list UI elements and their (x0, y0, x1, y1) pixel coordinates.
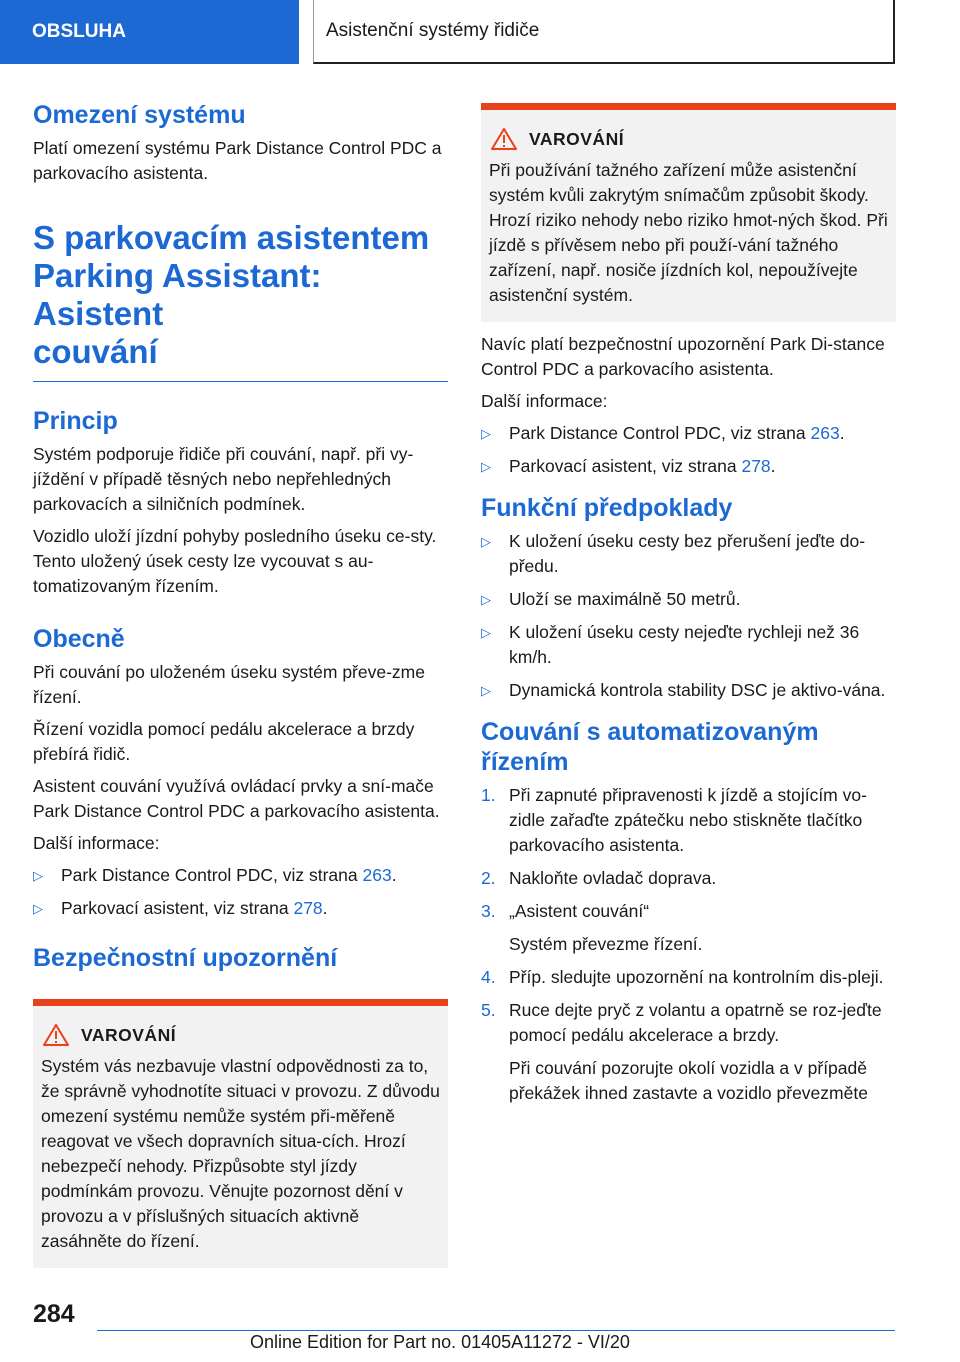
requirements-list (481, 529, 896, 703)
step-item (481, 866, 896, 891)
paragraph: Řízení vozidla pomocí pedálu akcelerace a brzdy přebírá řidič. (33, 719, 415, 764)
paragraph: Navíc platí bezpečnostní upozornění Park Di‐stance Control PDC a parkovacího asistenta. (481, 334, 885, 379)
triangle-right-icon: ▷ (481, 426, 491, 441)
warning-text: Při používání tažného zařízení může asistenční systém kvůli zakrytým snímačům způsobit škody. Hrozí riziko nehody nebo riziko hmot‐ných škod. Při jízdě s přívěsem nebo při použí‐vání tažného zařízení, např. nosiče jízdních kol, nepoužívejte asistenční systém. (489, 160, 888, 305)
warning-label: VAROVÁNÍ (529, 128, 625, 149)
list-item (33, 896, 448, 921)
page-link[interactable]: 278 (293, 898, 323, 918)
step-subtext: Systém převezme řízení. (509, 934, 703, 954)
list-item-text: Dynamická kontrola stability DSC je aktivo‐vána. (509, 680, 886, 700)
heading-obecne: Obecně (33, 625, 125, 653)
heading-predpoklady: Funkční předpoklady (481, 494, 733, 522)
heading-omezeni: Omezení systému (33, 101, 246, 129)
warning-text: Systém vás nezbavuje vlastní odpovědnosti za to, že správně vyhodnotíte situaci v provozu. Z důvodu omezení systému nemůže systém při‐měřeně reagovat ve všech dopravních situa‐cích. Hrozí nebezpečí nehody. Přizpůsobte styl jízdy podmínkám provozu. Věnujte pozornost dění v provozu a v příslušných situacích aktivně zasáhněte do řízení. (41, 1056, 440, 1251)
paragraph: Asistent couvání využívá ovládací prvky a sní‐mače Park Distance Control PDC a parkovacího asistenta. (33, 776, 440, 821)
triangle-right-icon: ▷ (481, 459, 491, 474)
list-item-text: Uloží se maximálně 50 metrů. (509, 589, 741, 609)
chapter-title: Asistenční systémy řidiče (313, 0, 895, 64)
step-item (481, 998, 896, 1106)
heading-princip: Princip (33, 407, 118, 435)
section-tab: OBSLUHA (0, 0, 299, 64)
warning-box (481, 103, 896, 322)
step-text: Příp. sledujte upozornění na kontrolním dis‐pleji. (509, 967, 884, 987)
main-title-line: S parkovacím asistentem (33, 219, 430, 256)
warning-triangle-icon (491, 128, 517, 150)
paragraph: Systém podporuje řidiče při couvání, např. při vy‐jíždění v případě těsných nebo nepřehledných parkovacích a silničních podmínek. (33, 444, 414, 514)
paragraph: Další informace: (33, 833, 160, 853)
page-link[interactable]: 263 (810, 423, 840, 443)
triangle-right-icon: ▷ (481, 534, 491, 549)
page-link[interactable]: 263 (362, 865, 392, 885)
step-subtext: Při couvání pozorujte okolí vozidla a v případě překážek ihned zastavte a vozidlo převezměte (509, 1058, 868, 1103)
punctuation: . (322, 898, 328, 918)
triangle-right-icon: ▷ (481, 592, 491, 607)
paragraph: Platí omezení systému Park Distance Control PDC a parkovacího asistenta. (33, 138, 442, 183)
step-text: „Asistent couvání“ (509, 901, 650, 921)
list-item (481, 529, 896, 579)
warning-header (41, 1024, 440, 1046)
warning-box (33, 999, 448, 1268)
list-item (481, 587, 896, 612)
list-item (481, 421, 896, 446)
list-item (33, 863, 448, 888)
list-item-text: Parkovací asistent, viz strana (61, 898, 294, 918)
page-number: 284 (33, 1300, 75, 1328)
triangle-right-icon: ▷ (33, 868, 43, 883)
step-text: Při zapnuté připravenosti k jízdě a stojícím vo‐zidle zařaďte zpátečku nebo stiskněte tlačítko parkovacího asistenta. (509, 785, 867, 855)
edition-note: Online Edition for Part no. 01405A11272 - VI/20 (250, 1332, 630, 1352)
list-item-text: K uložení úseku cesty bez přerušení jeďte do‐předu. (509, 531, 866, 576)
main-title-line: Parking Assistant: Asistent (33, 257, 322, 332)
list-item (481, 454, 896, 479)
triangle-right-icon: ▷ (481, 625, 491, 640)
list-item-text: K uložení úseku cesty nejeďte rychleji než 36 km/h. (509, 622, 860, 667)
reference-list (481, 421, 896, 479)
punctuation: . (839, 423, 845, 443)
step-item (481, 783, 896, 858)
heading-line: Couvání s automatizovaným (481, 718, 819, 746)
step-item (481, 899, 896, 957)
punctuation: . (770, 456, 776, 476)
list-item (481, 678, 896, 703)
reference-list (33, 863, 448, 921)
heading-line: řízením (481, 748, 569, 776)
heading-couvani (481, 717, 896, 777)
page-link[interactable]: 278 (741, 456, 771, 476)
step-number: 2. (481, 868, 496, 888)
steps-list (481, 783, 896, 1106)
warning-header (489, 128, 888, 150)
list-item-text: Park Distance Control PDC, viz strana (509, 423, 811, 443)
step-item (481, 965, 896, 990)
list-item-text: Park Distance Control PDC, viz strana (61, 865, 363, 885)
step-text: Ruce dejte pryč z volantu a opatrně se roz‐jeďte pomocí pedálu akcelerace a brzdy. (509, 1000, 882, 1045)
main-title-line: couvání (33, 333, 158, 370)
left-column (33, 100, 448, 1268)
step-number: 3. (481, 901, 496, 921)
right-column (481, 103, 896, 1114)
triangle-right-icon: ▷ (33, 901, 43, 916)
paragraph: Při couvání po uloženém úseku systém převe‐zme řízení. (33, 662, 425, 707)
punctuation: . (391, 865, 397, 885)
list-item (481, 620, 896, 670)
heading-bezpecnost: Bezpečnostní upozornění (33, 944, 338, 972)
step-number: 4. (481, 967, 496, 987)
footer-rule (97, 1330, 895, 1331)
paragraph: Vozidlo uloží jízdní pohyby posledního úseku ce‐sty. Tento uložený úsek cesty lze vycouvat s au‐tomatizovaným řízením. (33, 526, 437, 596)
main-title (33, 219, 448, 371)
warning-label: VAROVÁNÍ (81, 1024, 177, 1045)
paragraph: Další informace: (481, 391, 608, 411)
step-text: Nakloňte ovladač doprava. (509, 868, 717, 888)
step-number: 5. (481, 1000, 496, 1020)
warning-triangle-icon (43, 1024, 69, 1046)
list-item-text: Parkovací asistent, viz strana (509, 456, 742, 476)
triangle-right-icon: ▷ (481, 683, 491, 698)
step-number: 1. (481, 785, 496, 805)
